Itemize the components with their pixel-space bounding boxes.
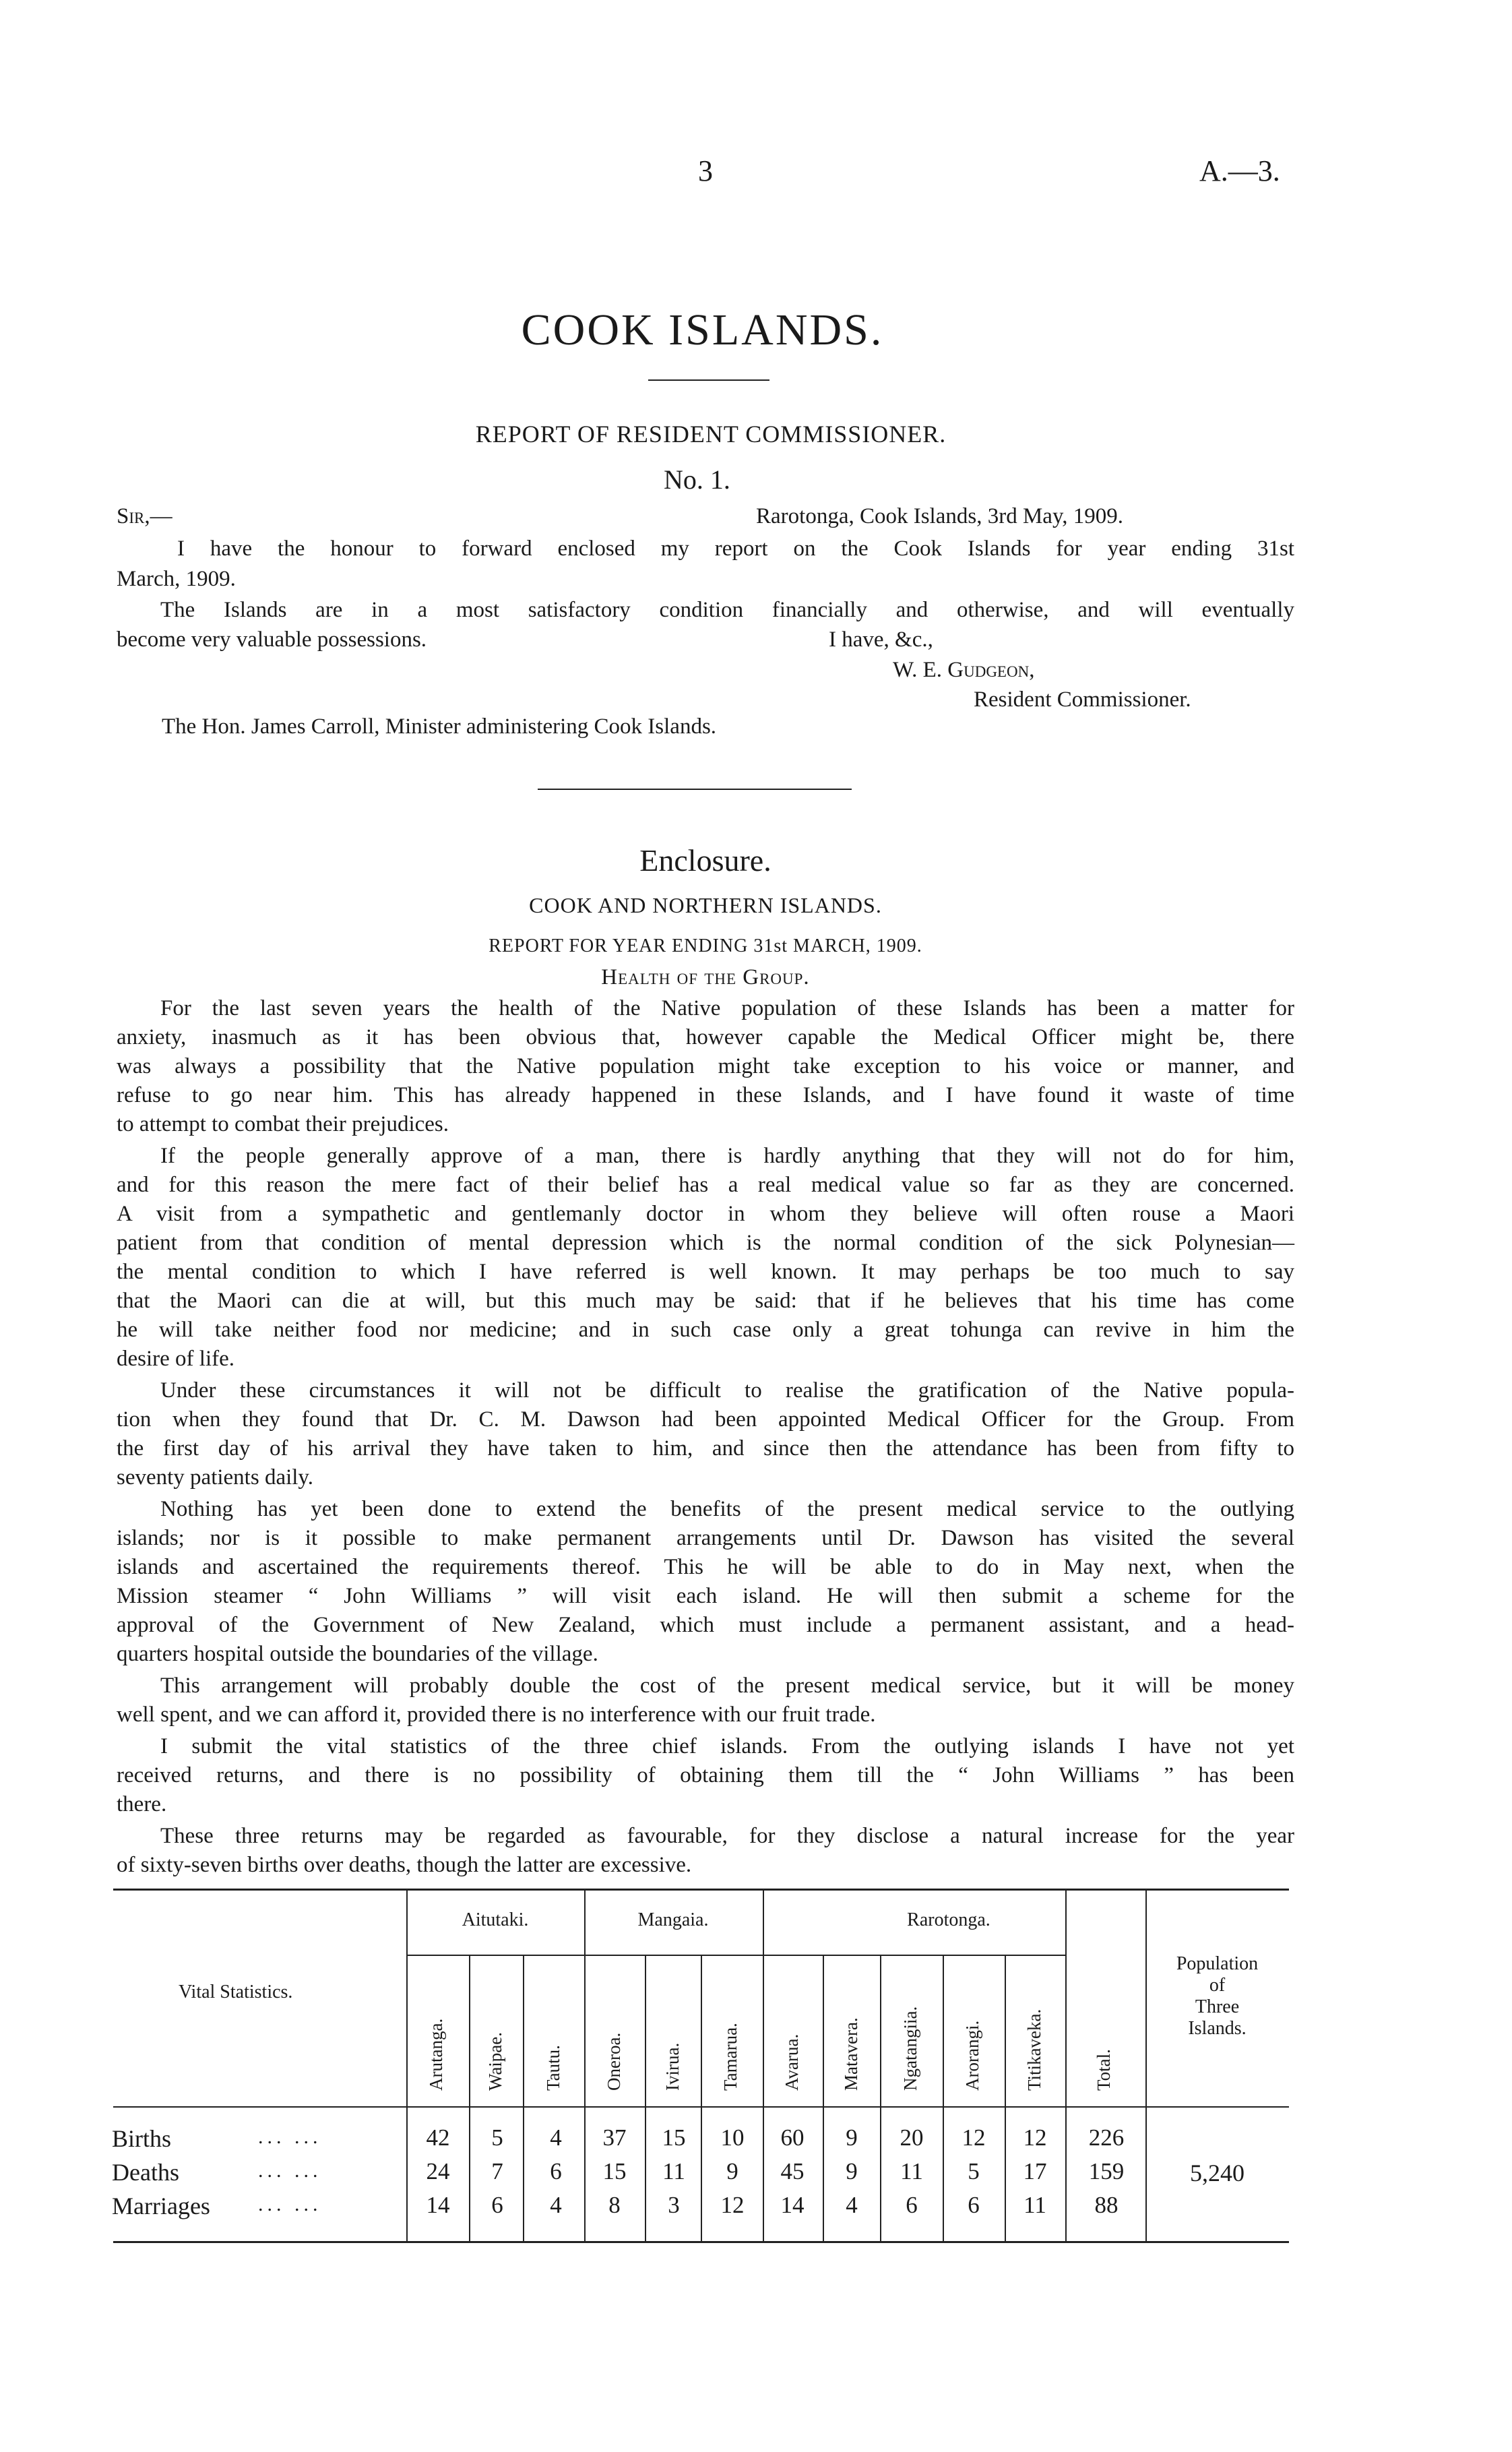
row-label-births: Births bbox=[112, 2125, 172, 2152]
enclosure-heading: Enclosure. bbox=[639, 843, 771, 878]
table-cell: 20 bbox=[900, 2124, 924, 2151]
table-cell: 6 bbox=[906, 2192, 918, 2218]
table-cell: 17 bbox=[1023, 2158, 1047, 2184]
table-cell: 24 bbox=[426, 2158, 450, 2184]
population-header bbox=[1145, 1953, 1289, 2040]
report-title: REPORT FOR YEAR ENDING 31st MARCH, 1909. bbox=[489, 936, 922, 956]
page-title: COOK ISLANDS. bbox=[521, 305, 884, 355]
row-leader-dots: ... ... bbox=[258, 2126, 322, 2148]
column-header: Waipae. bbox=[485, 2031, 505, 2091]
population-header-line: Islands. bbox=[1188, 2018, 1247, 2039]
body-line: If the people generally approve of a man, there is hardly anything that they will not do for him, bbox=[160, 1144, 1294, 1168]
table-cell: 4 bbox=[550, 2192, 562, 2218]
table-cell: 12 bbox=[1023, 2124, 1047, 2151]
table-cell: 9 bbox=[726, 2158, 738, 2184]
group-rule bbox=[406, 1955, 1065, 1956]
column-rule bbox=[1005, 1955, 1006, 2241]
body-line: Under these circumstances it will not be difficult to realise the gratification of the Native popula- bbox=[160, 1378, 1294, 1403]
column-rule bbox=[763, 1889, 764, 2241]
table-cell: 11 bbox=[662, 2158, 685, 2184]
column-header: Oneroa. bbox=[604, 2032, 624, 2091]
letter-paragraph: March, 1909. bbox=[117, 567, 236, 591]
table-cell: 14 bbox=[780, 2192, 805, 2218]
table-cell: 10 bbox=[720, 2124, 745, 2151]
body-line: For the last seven years the health of the Native population of these Islands has been a matter for bbox=[160, 996, 1294, 1020]
body-line: I submit the vital statistics of the three chief islands. From the outlying islands I have not yet bbox=[160, 1734, 1294, 1758]
salutation: Sir,— bbox=[117, 504, 172, 528]
addressee: The Hon. James Carroll, Minister administering Cook Islands. bbox=[162, 714, 717, 739]
body-line: received returns, and there is no possibility of obtaining them till the “ John Williams ” has been bbox=[117, 1763, 1294, 1787]
table-cell: 12 bbox=[962, 2124, 986, 2151]
column-header: Tamarua. bbox=[720, 2023, 741, 2091]
table-cell: 12 bbox=[720, 2192, 745, 2218]
table-cell: 7 bbox=[491, 2158, 503, 2184]
body-line: to attempt to combat their prejudices. bbox=[117, 1112, 449, 1136]
enclosure-subheading: COOK AND NORTHERN ISLANDS. bbox=[529, 893, 882, 917]
body-line: islands; nor is it possible to make permanent arrangements until Dr. Dawson has visited the several bbox=[117, 1526, 1294, 1550]
column-header: Arorangi. bbox=[962, 2020, 982, 2091]
title-rule bbox=[648, 379, 769, 381]
row-leader-dots: ... ... bbox=[258, 2193, 322, 2215]
body-line: approval of the Government of New Zealand, which must include a permanent assistant, and a head- bbox=[117, 1613, 1294, 1637]
signatory: W. E. Gudgeon, bbox=[893, 658, 1035, 682]
table-cell: 5 bbox=[491, 2124, 503, 2151]
population-value: 5,240 bbox=[1190, 2159, 1245, 2186]
body-line: he will take neither food nor medicine; and in such case only a great tohunga can revive in him the bbox=[117, 1318, 1294, 1342]
table-cell: 45 bbox=[780, 2158, 805, 2184]
table-cell: 226 bbox=[1088, 2124, 1125, 2151]
letter-paragraph: The Islands are in a most satisfactory condition financially and otherwise, and will eventually bbox=[160, 598, 1294, 622]
column-header: Ngatangiia. bbox=[900, 2006, 920, 2091]
table-cell: 6 bbox=[968, 2192, 980, 2218]
table-cell: 14 bbox=[426, 2192, 450, 2218]
table-cell: 8 bbox=[608, 2192, 621, 2218]
body-line: desire of life. bbox=[117, 1347, 235, 1371]
column-header: Ivirua. bbox=[662, 2042, 683, 2091]
column-rule bbox=[645, 1955, 646, 2241]
closing: I have, &c., bbox=[829, 627, 933, 652]
body-line: seventy patients daily. bbox=[117, 1465, 314, 1490]
column-header: Avarua. bbox=[782, 2033, 802, 2091]
body-line: the mental condition to which I have referred is well known. It may perhaps be too much to say bbox=[117, 1260, 1294, 1284]
table-cell: 9 bbox=[846, 2124, 858, 2151]
body-line: A visit from a sympathetic and gentlemanly doctor in whom they believe will often rouse a Maori bbox=[117, 1202, 1294, 1226]
table-cell: 15 bbox=[602, 2158, 627, 2184]
body-line: there. bbox=[117, 1792, 167, 1816]
population-header-line: of bbox=[1209, 1975, 1226, 1996]
group-header-rarotonga: Rarotonga. bbox=[907, 1909, 990, 1930]
place-date: Rarotonga, Cook Islands, 3rd May, 1909. bbox=[756, 504, 1124, 528]
body-line: that the Maori can die at will, but this much may be said: that if he believes that his time has come bbox=[117, 1289, 1294, 1313]
row-label-marriages: Marriages bbox=[112, 2193, 210, 2219]
body-line: patient from that condition of mental depression which is the normal condition of the sick Polynesian— bbox=[117, 1231, 1294, 1255]
table-cell: 11 bbox=[1023, 2192, 1046, 2218]
body-line: Nothing has yet been done to extend the benefits of the present medical service to the outlying bbox=[160, 1497, 1294, 1521]
body-line: was always a possibility that the Native population might take exception to his voice or manner, and bbox=[117, 1054, 1294, 1078]
report-heading: REPORT OF RESIDENT COMMISSIONER. bbox=[475, 421, 947, 448]
body-line: of sixty-seven births over deaths, though the latter are excessive. bbox=[117, 1853, 692, 1877]
section-divider bbox=[538, 789, 852, 790]
column-header: Titikaveka. bbox=[1024, 2009, 1044, 2091]
number-label: No. 1. bbox=[664, 464, 730, 495]
signatory-title: Resident Commissioner. bbox=[974, 687, 1191, 712]
population-header-line: Population bbox=[1176, 1953, 1259, 1974]
column-rule bbox=[880, 1955, 881, 2241]
column-header: Tautu. bbox=[543, 2045, 563, 2091]
body-line: well spent, and we can afford it, provided there is no interference with our fruit trade. bbox=[117, 1703, 876, 1727]
table-cell: 159 bbox=[1088, 2158, 1125, 2184]
column-rule bbox=[943, 1955, 944, 2241]
letter-paragraph: I have the honour to forward enclosed my report on the Cook Islands for year ending 31st bbox=[177, 537, 1294, 561]
body-line: Mission steamer “ John Williams ” will visit each island. He will then submit a scheme for the bbox=[117, 1584, 1294, 1608]
column-header: Arutanga. bbox=[426, 2018, 446, 2091]
body-line: This arrangement will probably double the cost of the present medical service, but it will be money bbox=[160, 1674, 1294, 1698]
table-cell: 15 bbox=[662, 2124, 686, 2151]
table-cell: 3 bbox=[668, 2192, 680, 2218]
body-line: and for this reason the mere fact of their belief has a real medical value so far as they are concerned. bbox=[117, 1173, 1294, 1197]
column-rule bbox=[406, 1889, 408, 2241]
table-cell: 6 bbox=[491, 2192, 503, 2218]
population-header-line: Three bbox=[1195, 1996, 1240, 2017]
body-line: refuse to go near him. This has already happened in these Islands, and I have found it waste of time bbox=[117, 1083, 1294, 1107]
table-cell: 4 bbox=[550, 2124, 562, 2151]
table-cell: 9 bbox=[846, 2158, 858, 2184]
body-line: the first day of his arrival they have taken to him, and since then the attendance has been from fifty to bbox=[117, 1436, 1294, 1461]
row-leader-dots: ... ... bbox=[258, 2159, 322, 2182]
column-rule bbox=[823, 1955, 824, 2241]
column-rule bbox=[1065, 1889, 1067, 2241]
table-cell: 5 bbox=[968, 2158, 980, 2184]
table-top-rule bbox=[113, 1889, 1289, 1891]
table-cell: 6 bbox=[550, 2158, 562, 2184]
section-title: Health of the Group. bbox=[601, 965, 810, 989]
page-number: 3 bbox=[698, 154, 713, 187]
body-line: anxiety, inasmuch as it has been obvious that, however capable the Medical Officer might be, there bbox=[117, 1025, 1294, 1049]
document-reference: A.—3. bbox=[1199, 154, 1280, 187]
table-cell: 42 bbox=[426, 2124, 450, 2151]
table-cell: 11 bbox=[900, 2158, 923, 2184]
table-bottom-rule bbox=[113, 2241, 1289, 2243]
body-line: quarters hospital outside the boundaries of the village. bbox=[117, 1642, 598, 1666]
body-line: These three returns may be regarded as favourable, for they disclose a natural increase for the year bbox=[160, 1824, 1294, 1848]
table-cell: 37 bbox=[602, 2124, 627, 2151]
column-header: Matavera. bbox=[841, 2017, 861, 2091]
letter-paragraph: become very valuable possessions. bbox=[117, 627, 427, 652]
column-header: Total. bbox=[1094, 2049, 1114, 2091]
table-cell: 88 bbox=[1094, 2192, 1119, 2218]
body-line: tion when they found that Dr. C. M. Dawson had been appointed Medical Officer for the Group. From bbox=[117, 1407, 1294, 1432]
row-label-deaths: Deaths bbox=[112, 2159, 179, 2186]
body-line: islands and ascertained the requirements thereof. This he will be able to do in May next, when the bbox=[117, 1555, 1294, 1579]
group-header-mangaia: Mangaia. bbox=[637, 1909, 709, 1930]
column-rule bbox=[1145, 1889, 1147, 2241]
table-cell: 4 bbox=[846, 2192, 858, 2218]
group-header-aitutaki: Aitutaki. bbox=[462, 1909, 529, 1930]
table-cell: 60 bbox=[780, 2124, 805, 2151]
column-rule bbox=[701, 1955, 702, 2241]
stub-header: Vital Statistics. bbox=[179, 1982, 293, 2002]
column-rule bbox=[584, 1889, 586, 2241]
